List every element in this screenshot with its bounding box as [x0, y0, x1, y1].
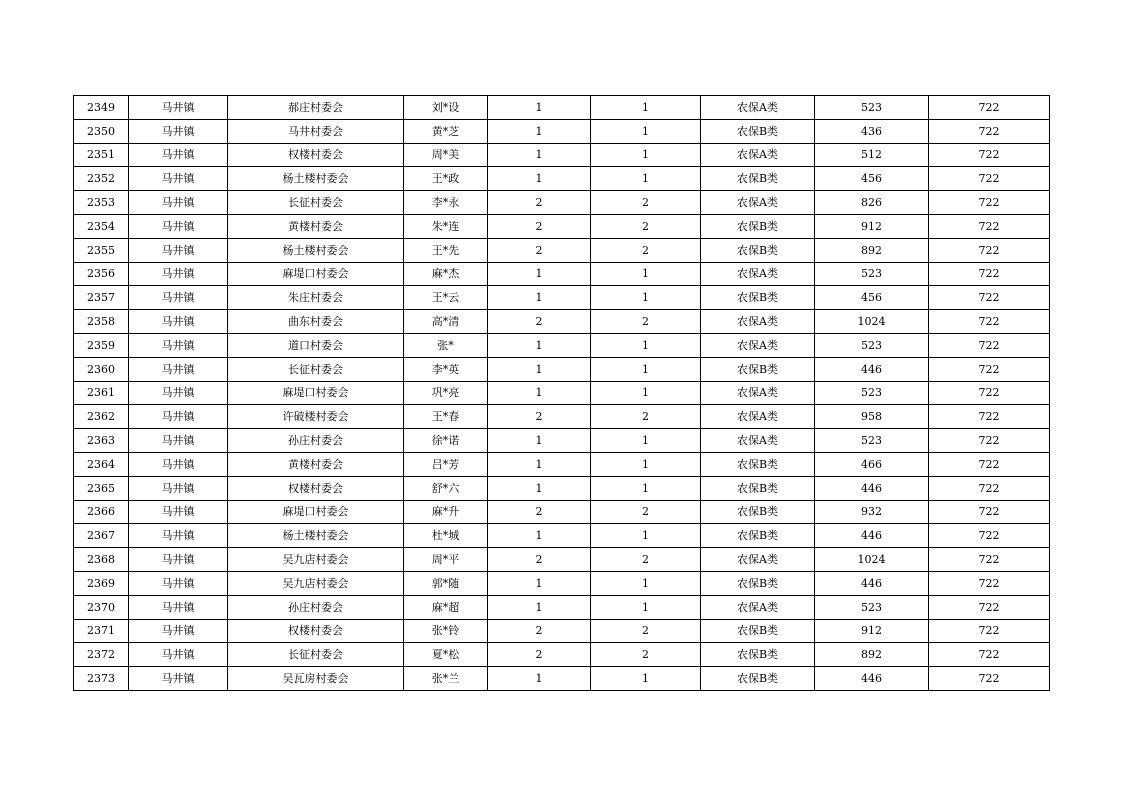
count-cell-b: 2 [591, 191, 701, 215]
town-cell: 马井镇 [129, 405, 228, 429]
standard-amount-cell: 722 [929, 238, 1050, 262]
insurance-type-cell: 农保B类 [701, 119, 815, 143]
insurance-type-cell: 农保A类 [701, 429, 815, 453]
town-cell: 马井镇 [129, 214, 228, 238]
row-number-cell: 2351 [74, 143, 129, 167]
count-cell-a: 2 [488, 310, 591, 334]
amount-cell: 958 [815, 405, 929, 429]
table-row [74, 667, 1050, 691]
town-cell: 马井镇 [129, 96, 228, 120]
village-committee-cell: 长征村委会 [228, 643, 404, 667]
town-cell: 马井镇 [129, 333, 228, 357]
insurance-type-cell: 农保B类 [701, 286, 815, 310]
insurance-type-cell: 农保B类 [701, 619, 815, 643]
table-row [74, 238, 1050, 262]
row-number-cell: 2364 [74, 452, 129, 476]
village-committee-cell: 吴九店村委会 [228, 571, 404, 595]
row-number-cell: 2354 [74, 214, 129, 238]
town-cell: 马井镇 [129, 500, 228, 524]
town-cell: 马井镇 [129, 643, 228, 667]
person-name-cell: 高*清 [404, 310, 488, 334]
table-row [74, 571, 1050, 595]
village-committee-cell: 孙庄村委会 [228, 595, 404, 619]
amount-cell: 446 [815, 571, 929, 595]
count-cell-b: 1 [591, 143, 701, 167]
table-row [74, 214, 1050, 238]
insurance-type-cell: 农保A类 [701, 96, 815, 120]
person-name-cell: 王*春 [404, 405, 488, 429]
town-cell: 马井镇 [129, 191, 228, 215]
table-body [74, 96, 1050, 691]
amount-cell: 523 [815, 262, 929, 286]
amount-cell: 446 [815, 357, 929, 381]
person-name-cell: 王*政 [404, 167, 488, 191]
village-committee-cell: 黄楼村委会 [228, 452, 404, 476]
table-row [74, 452, 1050, 476]
village-committee-cell: 杨土楼村委会 [228, 524, 404, 548]
row-number-cell: 2372 [74, 643, 129, 667]
count-cell-b: 2 [591, 643, 701, 667]
count-cell-a: 1 [488, 429, 591, 453]
insurance-type-cell: 农保B类 [701, 667, 815, 691]
count-cell-b: 1 [591, 381, 701, 405]
amount-cell: 912 [815, 619, 929, 643]
row-number-cell: 2357 [74, 286, 129, 310]
insurance-type-cell: 农保A类 [701, 310, 815, 334]
count-cell-a: 2 [488, 643, 591, 667]
count-cell-a: 1 [488, 262, 591, 286]
amount-cell: 523 [815, 429, 929, 453]
count-cell-b: 1 [591, 333, 701, 357]
row-number-cell: 2358 [74, 310, 129, 334]
amount-cell: 512 [815, 143, 929, 167]
town-cell: 马井镇 [129, 357, 228, 381]
village-committee-cell: 杨土楼村委会 [228, 167, 404, 191]
count-cell-a: 2 [488, 191, 591, 215]
standard-amount-cell: 722 [929, 214, 1050, 238]
count-cell-b: 1 [591, 524, 701, 548]
standard-amount-cell: 722 [929, 191, 1050, 215]
standard-amount-cell: 722 [929, 571, 1050, 595]
row-number-cell: 2350 [74, 119, 129, 143]
person-name-cell: 郭*随 [404, 571, 488, 595]
row-number-cell: 2356 [74, 262, 129, 286]
row-number-cell: 2368 [74, 548, 129, 572]
count-cell-a: 2 [488, 405, 591, 429]
village-committee-cell: 吴瓦房村委会 [228, 667, 404, 691]
town-cell: 马井镇 [129, 429, 228, 453]
village-committee-cell: 权楼村委会 [228, 619, 404, 643]
count-cell-b: 1 [591, 286, 701, 310]
count-cell-a: 2 [488, 214, 591, 238]
town-cell: 马井镇 [129, 381, 228, 405]
town-cell: 马井镇 [129, 667, 228, 691]
table-row [74, 96, 1050, 120]
town-cell: 马井镇 [129, 619, 228, 643]
village-committee-cell: 麻堤口村委会 [228, 262, 404, 286]
table-row [74, 476, 1050, 500]
row-number-cell: 2373 [74, 667, 129, 691]
person-name-cell: 周*美 [404, 143, 488, 167]
standard-amount-cell: 722 [929, 310, 1050, 334]
count-cell-b: 2 [591, 310, 701, 334]
count-cell-b: 1 [591, 571, 701, 595]
standard-amount-cell: 722 [929, 119, 1050, 143]
standard-amount-cell: 722 [929, 667, 1050, 691]
village-committee-cell: 许破楼村委会 [228, 405, 404, 429]
count-cell-a: 2 [488, 548, 591, 572]
count-cell-b: 2 [591, 500, 701, 524]
table-row [74, 191, 1050, 215]
amount-cell: 446 [815, 476, 929, 500]
count-cell-a: 1 [488, 524, 591, 548]
town-cell: 马井镇 [129, 452, 228, 476]
village-committee-cell: 道口村委会 [228, 333, 404, 357]
village-committee-cell: 曲东村委会 [228, 310, 404, 334]
person-name-cell: 周*平 [404, 548, 488, 572]
village-committee-cell: 朱庄村委会 [228, 286, 404, 310]
amount-cell: 446 [815, 667, 929, 691]
count-cell-b: 1 [591, 262, 701, 286]
town-cell: 马井镇 [129, 238, 228, 262]
row-number-cell: 2366 [74, 500, 129, 524]
table-row [74, 405, 1050, 429]
count-cell-a: 1 [488, 476, 591, 500]
insurance-type-cell: 农保A类 [701, 191, 815, 215]
table-row [74, 357, 1050, 381]
table-row [74, 619, 1050, 643]
table-row [74, 143, 1050, 167]
town-cell: 马井镇 [129, 262, 228, 286]
table-row [74, 548, 1050, 572]
amount-cell: 1024 [815, 548, 929, 572]
town-cell: 马井镇 [129, 119, 228, 143]
person-name-cell: 麻*升 [404, 500, 488, 524]
standard-amount-cell: 722 [929, 357, 1050, 381]
table-row [74, 310, 1050, 334]
row-number-cell: 2353 [74, 191, 129, 215]
row-number-cell: 2363 [74, 429, 129, 453]
amount-cell: 523 [815, 333, 929, 357]
count-cell-a: 1 [488, 571, 591, 595]
standard-amount-cell: 722 [929, 167, 1050, 191]
town-cell: 马井镇 [129, 476, 228, 500]
count-cell-a: 1 [488, 167, 591, 191]
row-number-cell: 2369 [74, 571, 129, 595]
insurance-type-cell: 农保B类 [701, 476, 815, 500]
table-row [74, 429, 1050, 453]
amount-cell: 892 [815, 643, 929, 667]
count-cell-b: 2 [591, 214, 701, 238]
standard-amount-cell: 722 [929, 333, 1050, 357]
village-committee-cell: 长征村委会 [228, 191, 404, 215]
village-committee-cell: 吴九店村委会 [228, 548, 404, 572]
amount-cell: 523 [815, 595, 929, 619]
count-cell-b: 2 [591, 619, 701, 643]
person-name-cell: 王*云 [404, 286, 488, 310]
standard-amount-cell: 722 [929, 548, 1050, 572]
standard-amount-cell: 722 [929, 286, 1050, 310]
village-committee-cell: 郝庄村委会 [228, 96, 404, 120]
town-cell: 马井镇 [129, 571, 228, 595]
town-cell: 马井镇 [129, 310, 228, 334]
village-committee-cell: 孙庄村委会 [228, 429, 404, 453]
count-cell-b: 1 [591, 357, 701, 381]
town-cell: 马井镇 [129, 524, 228, 548]
count-cell-a: 1 [488, 595, 591, 619]
person-name-cell: 吕*芳 [404, 452, 488, 476]
count-cell-b: 2 [591, 548, 701, 572]
table-row [74, 119, 1050, 143]
row-number-cell: 2371 [74, 619, 129, 643]
count-cell-b: 1 [591, 167, 701, 191]
insurance-type-cell: 农保B类 [701, 643, 815, 667]
insurance-type-cell: 农保A类 [701, 262, 815, 286]
insurance-type-cell: 农保B类 [701, 571, 815, 595]
standard-amount-cell: 722 [929, 476, 1050, 500]
table-row [74, 286, 1050, 310]
row-number-cell: 2362 [74, 405, 129, 429]
person-name-cell: 朱*连 [404, 214, 488, 238]
person-name-cell: 李*永 [404, 191, 488, 215]
person-name-cell: 巩*亮 [404, 381, 488, 405]
standard-amount-cell: 722 [929, 524, 1050, 548]
beneficiary-table [73, 95, 1050, 691]
count-cell-a: 1 [488, 119, 591, 143]
count-cell-b: 1 [591, 96, 701, 120]
count-cell-b: 1 [591, 595, 701, 619]
standard-amount-cell: 722 [929, 500, 1050, 524]
count-cell-b: 1 [591, 667, 701, 691]
amount-cell: 523 [815, 96, 929, 120]
insurance-type-cell: 农保A类 [701, 143, 815, 167]
count-cell-a: 1 [488, 143, 591, 167]
table-row [74, 381, 1050, 405]
table-row [74, 643, 1050, 667]
count-cell-a: 1 [488, 452, 591, 476]
insurance-type-cell: 农保A类 [701, 595, 815, 619]
village-committee-cell: 黄楼村委会 [228, 214, 404, 238]
amount-cell: 466 [815, 452, 929, 476]
count-cell-b: 1 [591, 119, 701, 143]
row-number-cell: 2359 [74, 333, 129, 357]
amount-cell: 436 [815, 119, 929, 143]
person-name-cell: 徐*诺 [404, 429, 488, 453]
town-cell: 马井镇 [129, 167, 228, 191]
village-committee-cell: 麻堤口村委会 [228, 381, 404, 405]
insurance-type-cell: 农保B类 [701, 500, 815, 524]
count-cell-a: 2 [488, 619, 591, 643]
amount-cell: 912 [815, 214, 929, 238]
count-cell-a: 2 [488, 238, 591, 262]
insurance-type-cell: 农保B类 [701, 452, 815, 476]
amount-cell: 446 [815, 524, 929, 548]
count-cell-b: 1 [591, 429, 701, 453]
count-cell-b: 2 [591, 405, 701, 429]
row-number-cell: 2360 [74, 357, 129, 381]
person-name-cell: 李*英 [404, 357, 488, 381]
village-committee-cell: 马井村委会 [228, 119, 404, 143]
town-cell: 马井镇 [129, 595, 228, 619]
standard-amount-cell: 722 [929, 429, 1050, 453]
person-name-cell: 张*铃 [404, 619, 488, 643]
person-name-cell: 王*先 [404, 238, 488, 262]
standard-amount-cell: 722 [929, 643, 1050, 667]
person-name-cell: 黄*芝 [404, 119, 488, 143]
row-number-cell: 2367 [74, 524, 129, 548]
table-row [74, 500, 1050, 524]
count-cell-a: 1 [488, 96, 591, 120]
person-name-cell: 舒*六 [404, 476, 488, 500]
standard-amount-cell: 722 [929, 595, 1050, 619]
insurance-type-cell: 农保A类 [701, 548, 815, 572]
insurance-type-cell: 农保B类 [701, 238, 815, 262]
amount-cell: 892 [815, 238, 929, 262]
row-number-cell: 2361 [74, 381, 129, 405]
standard-amount-cell: 722 [929, 96, 1050, 120]
row-number-cell: 2370 [74, 595, 129, 619]
insurance-type-cell: 农保A类 [701, 405, 815, 429]
count-cell-b: 2 [591, 238, 701, 262]
row-number-cell: 2355 [74, 238, 129, 262]
standard-amount-cell: 722 [929, 143, 1050, 167]
count-cell-b: 1 [591, 452, 701, 476]
amount-cell: 523 [815, 381, 929, 405]
count-cell-a: 1 [488, 286, 591, 310]
table-row [74, 167, 1050, 191]
standard-amount-cell: 722 [929, 619, 1050, 643]
village-committee-cell: 长征村委会 [228, 357, 404, 381]
town-cell: 马井镇 [129, 548, 228, 572]
count-cell-a: 1 [488, 357, 591, 381]
standard-amount-cell: 722 [929, 405, 1050, 429]
count-cell-a: 2 [488, 500, 591, 524]
amount-cell: 456 [815, 286, 929, 310]
village-committee-cell: 权楼村委会 [228, 143, 404, 167]
table-row [74, 333, 1050, 357]
person-name-cell: 张*兰 [404, 667, 488, 691]
person-name-cell: 夏*松 [404, 643, 488, 667]
table-row [74, 595, 1050, 619]
amount-cell: 826 [815, 191, 929, 215]
insurance-type-cell: 农保B类 [701, 167, 815, 191]
insurance-type-cell: 农保B类 [701, 214, 815, 238]
insurance-type-cell: 农保A类 [701, 381, 815, 405]
count-cell-a: 1 [488, 381, 591, 405]
village-committee-cell: 杨土楼村委会 [228, 238, 404, 262]
standard-amount-cell: 722 [929, 381, 1050, 405]
insurance-type-cell: 农保B类 [701, 357, 815, 381]
town-cell: 马井镇 [129, 143, 228, 167]
town-cell: 马井镇 [129, 286, 228, 310]
insurance-type-cell: 农保A类 [701, 333, 815, 357]
table-row [74, 524, 1050, 548]
person-name-cell: 杜*城 [404, 524, 488, 548]
row-number-cell: 2365 [74, 476, 129, 500]
standard-amount-cell: 722 [929, 452, 1050, 476]
standard-amount-cell: 722 [929, 262, 1050, 286]
village-committee-cell: 权楼村委会 [228, 476, 404, 500]
person-name-cell: 刘*设 [404, 96, 488, 120]
count-cell-a: 1 [488, 667, 591, 691]
village-committee-cell: 麻堤口村委会 [228, 500, 404, 524]
row-number-cell: 2349 [74, 96, 129, 120]
amount-cell: 1024 [815, 310, 929, 334]
person-name-cell: 麻*超 [404, 595, 488, 619]
count-cell-a: 1 [488, 333, 591, 357]
amount-cell: 456 [815, 167, 929, 191]
count-cell-b: 1 [591, 476, 701, 500]
insurance-type-cell: 农保B类 [701, 524, 815, 548]
amount-cell: 932 [815, 500, 929, 524]
row-number-cell: 2352 [74, 167, 129, 191]
person-name-cell: 麻*杰 [404, 262, 488, 286]
table-row [74, 262, 1050, 286]
person-name-cell: 张* [404, 333, 488, 357]
